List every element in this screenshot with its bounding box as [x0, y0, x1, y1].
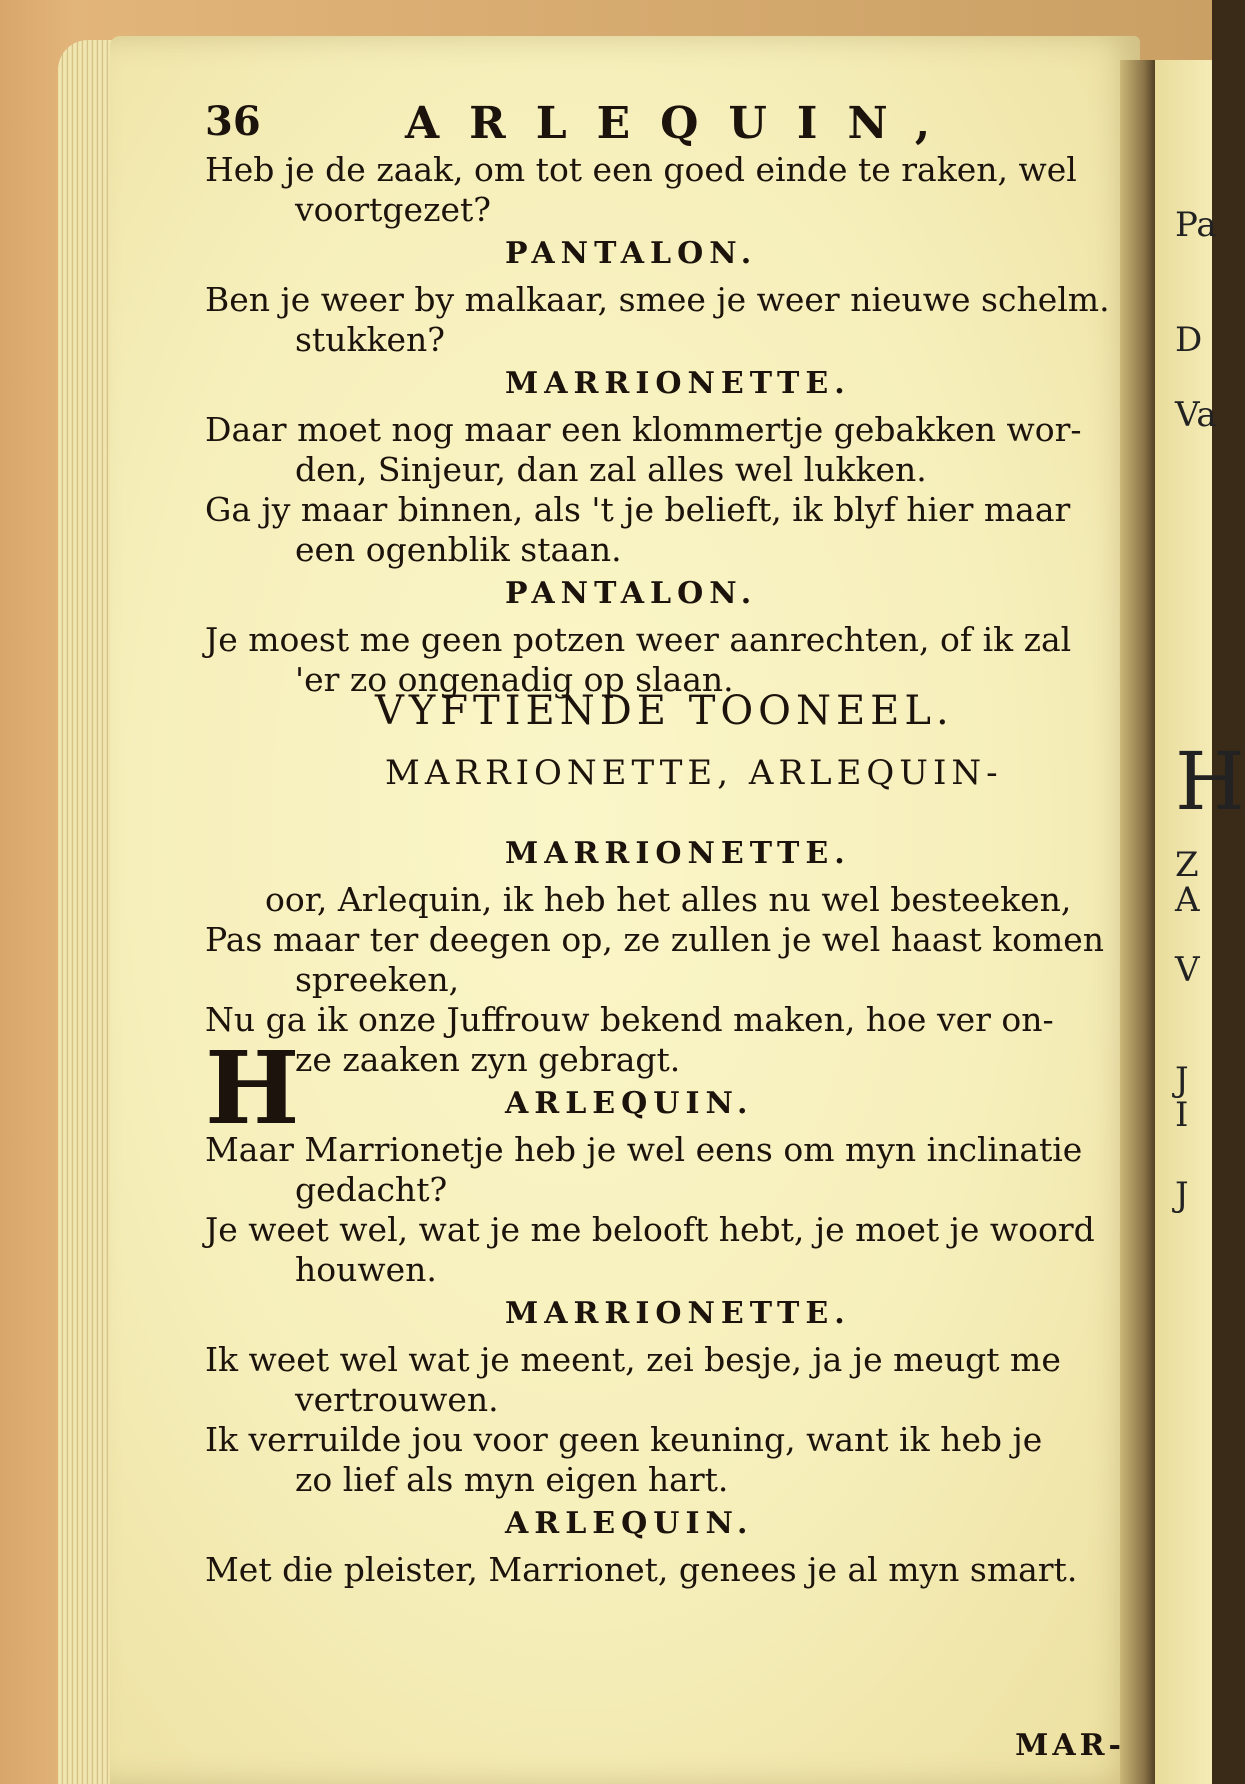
facing-fragment: Pa: [1175, 205, 1217, 245]
speaker-name: ARLEQUIN.: [505, 1086, 754, 1121]
text-line: een ogenblik staan.: [295, 530, 622, 569]
book-gutter: [1120, 60, 1160, 1784]
text-line: Je weet wel, wat je me belooft hebt, je moet je woord: [205, 1210, 1095, 1249]
speaker-name: PANTALON.: [505, 576, 758, 611]
text-line: den, Sinjeur, dan zal alles wel lukken.: [295, 450, 927, 489]
page-text: [205, 88, 1125, 1768]
facing-fragment: Va: [1175, 395, 1217, 435]
text-line: Daar moet nog maar een klommertje gebakken wor-: [205, 410, 1082, 449]
text-line: ze zaaken zyn gebragt.: [295, 1040, 681, 1079]
page-header: [205, 98, 1125, 158]
text-line: stukken?: [295, 320, 445, 359]
text-line: oor, Arlequin, ik heb het alles nu wel besteeken,: [265, 880, 1072, 919]
text-line: gedacht?: [295, 1170, 448, 1209]
facing-fragment: H: [1175, 735, 1245, 828]
text-line: Je moest me geen potzen weer aanrechten, of ik zal: [205, 620, 1072, 659]
text-line: Pas maar ter deegen op, ze zullen je wel haast komen: [205, 920, 1105, 959]
speaker-name: PANTALON.: [505, 236, 758, 271]
speaker-name: ARLEQUIN.: [505, 1506, 754, 1541]
text-line: Heb je de zaak, om tot een goed einde te raken, wel: [205, 150, 1077, 189]
running-title: ARLEQUIN,: [405, 98, 961, 149]
facing-page: [1155, 60, 1212, 1784]
text-line: Maar Marrionetje heb je wel eens om myn inclinatie: [205, 1130, 1083, 1169]
text-line: houwen.: [295, 1250, 437, 1289]
facing-fragment: A: [1175, 880, 1200, 920]
scene-heading: VYFTIENDE TOONEEL.: [375, 688, 954, 734]
catchword: MAR-: [1015, 1728, 1125, 1763]
facing-fragment: I: [1175, 1095, 1189, 1135]
text-line: Nu ga ik onze Juffrouw bekend maken, hoe ver on-: [205, 1000, 1054, 1039]
facing-fragment: J: [1175, 1175, 1189, 1215]
speaker-name: MARRIONETTE.: [505, 1296, 851, 1331]
facing-fragment: D: [1175, 320, 1203, 360]
text-line: Ben je weer by malkaar, smee je weer nieuwe schelm.: [205, 280, 1110, 319]
text-line: zo lief als myn eigen hart.: [295, 1460, 729, 1499]
text-line: Ik verruilde jou voor geen keuning, want ik heb je: [205, 1420, 1043, 1459]
text-line: Ik weet wel wat je meent, zei besje, ja je meugt me: [205, 1340, 1061, 1379]
text-line: 'er zo ongenadig op slaan.: [295, 660, 734, 699]
text-line: Ga jy maar binnen, als 't je belieft, ik blyf hier maar: [205, 490, 1071, 529]
text-line: Met die pleister, Marrionet, genees je al myn smart.: [205, 1550, 1078, 1589]
page-number: 36: [205, 98, 261, 145]
drop-cap: H: [205, 1029, 300, 1147]
facing-fragment: V: [1175, 950, 1200, 990]
facing-fragment: Z: [1175, 845, 1199, 885]
text-line: spreeken,: [295, 960, 460, 999]
text-line: voortgezet?: [295, 190, 491, 229]
scene-cast: MARRIONETTE, ARLEQUIN-: [385, 753, 1003, 793]
facing-fragment: J: [1175, 1060, 1189, 1100]
speaker-name: MARRIONETTE.: [505, 836, 851, 871]
speaker-name: MARRIONETTE.: [505, 366, 851, 401]
text-line: vertrouwen.: [295, 1380, 499, 1419]
